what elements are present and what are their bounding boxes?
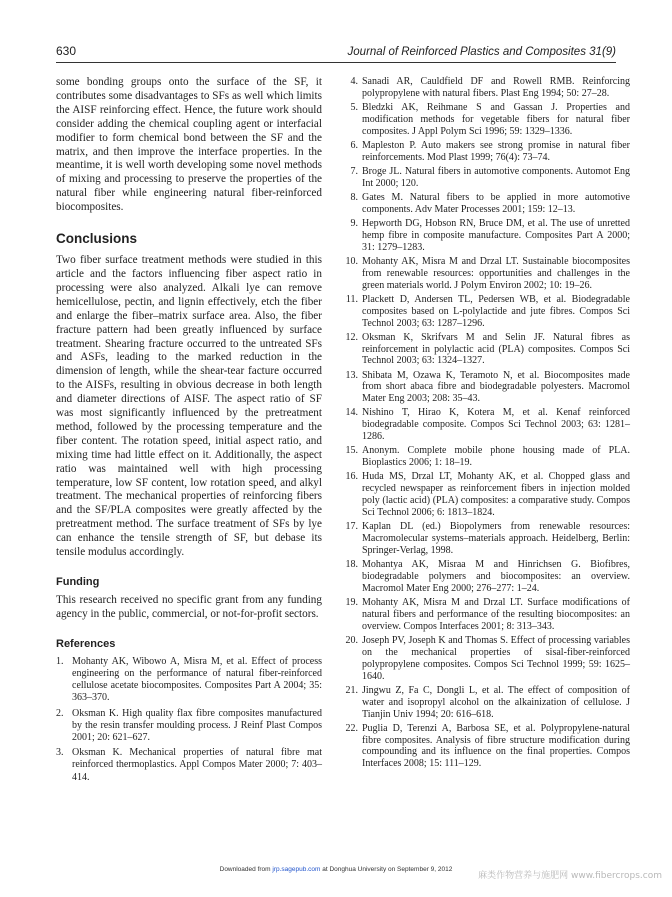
reference-number: 5. bbox=[350, 102, 358, 113]
reference-item bbox=[338, 635, 630, 683]
reference-text: Shibata M, Ozawa K, Teramoto N, et al. Biocomposites made from short abaca fibre and biodegradable polyesters. Macromol Mater Eng 2003; 208: 35–43. bbox=[362, 369, 630, 405]
reference-item bbox=[338, 370, 630, 406]
reference-text: Plackett D, Andersen TL, Pedersen WB, et al. Biodegradable composites based on L-polylactide and jute fibres. Compos Sci Technol 2003; 63: 1287–1296. bbox=[362, 293, 630, 329]
reference-item bbox=[338, 723, 630, 771]
reference-item bbox=[56, 708, 322, 745]
reference-number: 22. bbox=[345, 722, 358, 734]
reference-list-right bbox=[338, 76, 630, 770]
reference-number: 4. bbox=[350, 76, 358, 87]
reference-number: 12. bbox=[345, 331, 358, 343]
reference-item bbox=[338, 76, 630, 100]
reference-item bbox=[338, 192, 630, 216]
reference-item bbox=[338, 332, 630, 368]
reference-text: Puglia D, Terenzi A, Barbosa SE, et al. Polypropylene-natural fibre composites. Analysis of fibre structure modification during compounding and its influence on the final properties. Compos Interfaces 2008; 15: 111–129. bbox=[362, 722, 630, 770]
reference-item bbox=[338, 471, 630, 519]
reference-text: Gates M. Natural fibers to be applied in more automotive components. Adv Mater Processes 2001; 159: 12–13. bbox=[362, 191, 630, 215]
footer-prefix: Downloaded from bbox=[219, 866, 271, 873]
references-heading: References bbox=[56, 637, 116, 650]
reference-text: Mohanty AK, Misra M and Drzal LT. Sustainable biocomposites from renewable resources: opportunities and challenges in the green materials world. J Polym Environ 2002; 10: 19–26. bbox=[362, 255, 630, 291]
reference-text: Anonym. Complete mobile phone housing made of PLA. Bioplastics 2006; 1: 18–19. bbox=[362, 445, 630, 469]
reference-number: 8. bbox=[350, 191, 358, 203]
reference-number: 3. bbox=[56, 747, 64, 759]
reference-number: 1. bbox=[56, 655, 64, 667]
reference-item bbox=[338, 597, 630, 633]
left-column bbox=[56, 76, 322, 787]
reference-item bbox=[338, 166, 630, 190]
reference-item bbox=[338, 559, 630, 595]
footer-link[interactable]: jrp.sagepub.com bbox=[272, 866, 321, 873]
reference-text: Mohanty AK, Misra M and Drzal LT. Surface modifications of natural fibers and performance of the resulting biocomposites: an overview. Compos Interfaces 2001; 8: 313–343. bbox=[362, 596, 630, 632]
reference-number: 2. bbox=[56, 707, 64, 719]
reference-item bbox=[338, 140, 630, 164]
reference-number: 20. bbox=[345, 634, 358, 646]
reference-item bbox=[338, 521, 630, 557]
conclusions-heading: Conclusions bbox=[56, 231, 138, 247]
reference-text: Oksman K. High quality flax fibre composites manufactured by the resin transfer moulding process. J Reinf Plast Compos 2001; 20: 621–627. bbox=[72, 707, 322, 744]
reference-number: 18. bbox=[345, 559, 358, 571]
reference-text: Nishino T, Hirao K, Kotera M, et al. Kenaf reinforced biodegradable composite. Compos Sci Technol 2003; 63: 1281–1286. bbox=[362, 407, 630, 443]
reference-text: Jingwu Z, Fa C, Dongli L, et al. The effect of composition of water and isopropyl alcohol on the alkainization of cellulose. J Tianjin Univ 1994; 20: 616–618. bbox=[362, 684, 630, 720]
reference-item bbox=[338, 445, 630, 469]
reference-number: 19. bbox=[345, 596, 358, 608]
reference-text: Bledzki AK, Reihmane S and Gassan J. Properties and modification methods for vegetable fibers for natural fiber composites. J Appl Polym Sci 1996; 59: 1329–1336. bbox=[362, 102, 630, 137]
reference-item bbox=[338, 407, 630, 443]
reference-number: 6. bbox=[350, 139, 358, 151]
reference-number: 9. bbox=[350, 217, 358, 229]
reference-text: Mapleston P. Auto makers see strong promise in natural fiber reinforcements. Mod Plast 1999; 76(4): 73–74. bbox=[362, 139, 630, 163]
page-number: 630 bbox=[56, 44, 77, 58]
reference-number: 17. bbox=[345, 521, 358, 533]
intro-paragraph: some bonding groups onto the surface of the SF, it contributes some disadvantages to SFs as well which limits the AISF reinforcing effect. Hence, the future work should consider adding the chemical coupling agent or interfacial modifier to form chemical bond between the SF and the matrix, and then improve the interface properties. In the meantime, it is well worth developing some novel methods of mixing and processing to preserve the properties of the natural fiber while engineering natural fiber-reinforced biocomposites. bbox=[56, 76, 322, 214]
reference-text: Mohanty AK, Wibowo A, Misra M, et al. Effect of process engineering on the performance of natural fiber-reinforced cellulose acetate biocomposites. Composites Part A 2004; 35: 363–370. bbox=[72, 655, 322, 704]
reference-item bbox=[338, 218, 630, 254]
right-column bbox=[338, 76, 630, 772]
reference-number: 13. bbox=[345, 369, 358, 381]
reference-number: 15. bbox=[345, 445, 358, 457]
reference-number: 10. bbox=[345, 255, 358, 267]
reference-list-left bbox=[56, 656, 322, 784]
reference-text: Kaplan DL (ed.) Biopolymers from renewable resources: Macromolecular systems–materials approach. Heidelberg, Berlin: Springer-Verlag, 1998. bbox=[362, 521, 630, 556]
reference-number: 14. bbox=[345, 407, 358, 419]
reference-item bbox=[56, 747, 322, 784]
reference-text: Broge JL. Natural fibers in automotive components. Automot Eng Int 2000; 120. bbox=[362, 165, 630, 189]
reference-item bbox=[338, 294, 630, 330]
funding-paragraph: This research received no specific grant from any funding agency in the public, commercial, or not-for-profit sectors. bbox=[56, 594, 322, 620]
site-watermark: 麻类作物营养与施肥网 www.fibercrops.com bbox=[478, 871, 662, 881]
reference-item bbox=[338, 256, 630, 292]
reference-text: Hepworth DG, Hobson RN, Bruce DM, et al. The use of unretted hemp fibre in composite manufacture. Composites Part A 2000; 31: 1279–1283. bbox=[362, 217, 630, 253]
running-header bbox=[56, 42, 616, 58]
reference-number: 7. bbox=[350, 165, 358, 177]
reference-item bbox=[338, 685, 630, 721]
reference-text: Oksman K. Mechanical properties of natural fibre mat reinforced thermoplastics. Appl Compos Mater 2000; 7: 403–414. bbox=[72, 747, 322, 783]
reference-text: Oksman K, Skrifvars M and Selin JF. Natural fibres as reinforcement in polylactic acid (PLA) composites. Compos Sci Technol 2003; 63: 1324–1327. bbox=[362, 331, 630, 367]
conclusions-paragraph: Two fiber surface treatment methods were studied in this article and the factors influencing fiber aspect ratio in processing were also analyzed. Alkali lye can remove hemicellulose, pectin, and lignin effectively, etch the fiber and enlarge the fiber–matrix surface area. Also, the fiber fracture pattern had been greatly influenced by surface treatment. Shearing fracture occurred to the untreated SFs and ASFs, leading to the marked reduction in the dimension of length, while the shear-tear facture occurred to the AISFs, resulting in obvious decrease in both length and diameter directions of AISF. The aspect ratio of SF was most significantly influenced by the pretreatment method, followed by the processing temperature and the fiber content. The rotation speed, initial aspect ratio, and mixing time had little effect on it. Additionally, the aspect ratio was maintained well with high processing temperature, low SF content, low rotation speed, and alkyl treatment. The mechanical properties of reinforcing fibers and the SF/PLA composites were greatly affected by the pretreatment method. The surface treatment of SFs by lye can enhance the tensile strength of SF, but debase its tensile modulus accordingly. bbox=[56, 254, 322, 559]
journal-title: Journal of Reinforced Plastics and Composites 31(9) bbox=[347, 46, 616, 58]
reference-text: Sanadi AR, Cauldfield DF and Rowell RMB. Reinforcing polypropylene with natural fibers. Plast Eng 1994; 50: 27–28. bbox=[362, 76, 630, 99]
footer-suffix: at Donghua University on September 9, 2012 bbox=[322, 866, 453, 873]
funding-heading: Funding bbox=[56, 576, 100, 588]
reference-text: Huda MS, Drzal LT, Mohanty AK, et al. Chopped glass and recycled newspaper as reinforcement fibers in injection molded poly (lactic acid) (PLA) composites: a comparative study. Compos Sci Technol 2006; 6: 1813–1824. bbox=[362, 471, 630, 519]
reference-number: 11. bbox=[345, 293, 358, 305]
reference-text: Mohantya AK, Misraa M and Hinrichsen G. Biofibres, biodegradable polymers and biocomposites: an overview. Macromol Mater Eng 2000; 276–277: 1–24. bbox=[362, 559, 630, 594]
reference-item bbox=[338, 102, 630, 138]
reference-item bbox=[56, 656, 322, 705]
header-rule bbox=[56, 62, 616, 63]
reference-text: Joseph PV, Joseph K and Thomas S. Effect of processing variables on the mechanical properties of sisal-fiber-reinforced polypropylene composites. Compos Sci Technol 1999; 59: 1625–1640. bbox=[362, 634, 630, 682]
reference-number: 16. bbox=[345, 471, 358, 483]
reference-number: 21. bbox=[345, 684, 358, 696]
